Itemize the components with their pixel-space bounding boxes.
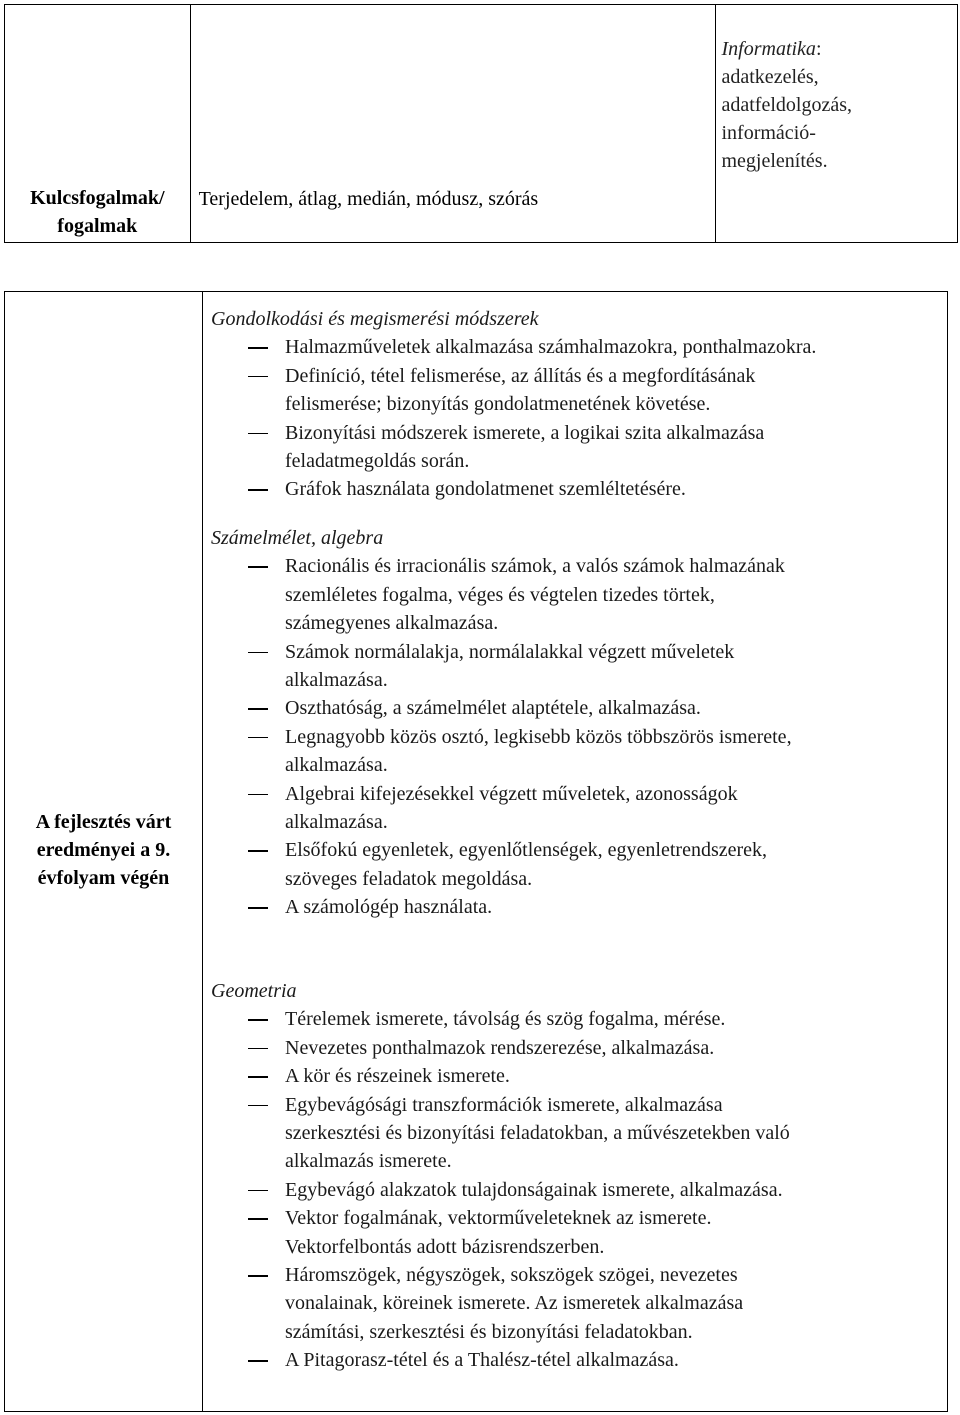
expected-outcomes-label-line: évfolyam végén xyxy=(37,867,170,889)
dash-bullet-icon xyxy=(248,433,268,435)
cross-curricular-line: megjelenítés. xyxy=(721,150,828,172)
list-item xyxy=(211,419,931,476)
list-item-line: Egybevágósági transzformációk ismerete, alkalmazása xyxy=(285,1093,723,1116)
dash-bullet-icon xyxy=(248,1218,268,1220)
list-item-line: Nevezetes ponthalmazok rendszerezése, alkalmazása. xyxy=(285,1036,715,1059)
list-item-line: Elsőfokú egyenletek, egyenlőtlenségek, egyenletrendszerek, xyxy=(285,839,768,862)
cross-curricular-subject-line xyxy=(722,35,853,63)
list-item xyxy=(211,836,931,893)
key-concepts-label-line: fogalmak xyxy=(57,215,138,237)
list-item-line: Legnagyobb közös osztó, legkisebb közös többszörös ismerete, xyxy=(285,725,792,748)
list-item-line: Térelemek ismerete, távolság és szög fogalma, mérése. xyxy=(285,1008,726,1031)
key-concepts-content-cell xyxy=(191,5,716,242)
list-item xyxy=(211,1034,931,1062)
list-item-line: Vektor fogalmának, vektorműveleteknek az ismerete. xyxy=(285,1207,712,1230)
cross-curricular-line: adatfeldolgozás, xyxy=(721,94,852,116)
dash-bullet-icon xyxy=(248,794,268,796)
list-item-line: Számok normálalakja, normálalakkal végzett műveletek xyxy=(285,640,735,663)
list-item xyxy=(211,780,931,837)
expected-outcomes-label-line: eredményei a 9. xyxy=(36,839,171,861)
dash-bullet-icon xyxy=(248,652,268,654)
dash-bullet-icon xyxy=(248,708,268,710)
list-item-line: Gráfok használata gondolatmenet szemléltetésére. xyxy=(285,478,686,501)
list-item xyxy=(211,475,931,503)
dash-bullet-icon xyxy=(248,1048,268,1050)
list-item-line: alkalmazása. xyxy=(285,811,388,834)
section-title: Geometria xyxy=(211,980,297,1002)
subject-name: Informatika xyxy=(721,38,816,60)
list-item-line: Háromszögek, négyszögek, sokszögek szögei, nevezetes xyxy=(285,1264,738,1287)
section-title: Számelmélet, algebra xyxy=(211,527,384,549)
section-thinking-methods xyxy=(211,305,931,504)
list-item xyxy=(211,1005,931,1033)
list-item-line: A Pitagorasz-tétel és a Thalész-tétel alkalmazása. xyxy=(285,1349,679,1372)
list-item xyxy=(211,1091,931,1176)
cross-curricular-line: adatkezelés, xyxy=(721,66,819,88)
dash-bullet-icon xyxy=(248,347,268,349)
list-item xyxy=(211,1204,931,1261)
subject-colon: : xyxy=(815,38,822,60)
list-item-line: alkalmazás ismerete. xyxy=(285,1150,452,1173)
list-item-line: A számológép használata. xyxy=(285,896,493,919)
list-item-line: felismerése; bizonyítás gondolatmenetének követése. xyxy=(285,393,711,416)
dash-bullet-icon xyxy=(248,907,268,909)
list-item xyxy=(211,723,931,780)
list-item-line: Vektorfelbontás adott bázisrendszerben. xyxy=(285,1235,605,1258)
dash-bullet-icon xyxy=(248,737,268,739)
list-item xyxy=(211,1346,931,1374)
dash-bullet-icon xyxy=(248,1190,268,1192)
list-item-line: Bizonyítási módszerek ismerete, a logikai szita alkalmazása xyxy=(285,421,765,444)
section-number-theory-algebra xyxy=(211,524,931,922)
list-item xyxy=(211,1062,931,1090)
list-item-line: alkalmazása. xyxy=(285,754,388,777)
dash-bullet-icon xyxy=(248,376,268,378)
list-item-line: Egybevágó alakzatok tulajdonságainak ismerete, alkalmazása. xyxy=(285,1178,783,1201)
dash-bullet-icon xyxy=(248,1105,268,1107)
section-list xyxy=(211,552,931,921)
list-item-line: számegyenes alkalmazása. xyxy=(285,612,499,635)
dash-bullet-icon xyxy=(248,1360,268,1362)
expected-outcomes-content-cell xyxy=(203,292,947,1411)
cross-curricular-text xyxy=(722,35,853,175)
section-list xyxy=(211,1005,931,1374)
expected-outcomes-label xyxy=(5,808,202,892)
section-geometry xyxy=(211,977,931,1375)
list-item xyxy=(211,694,931,722)
list-item-line: Oszthatóság, a számelmélet alaptétele, alkalmazása. xyxy=(285,697,701,720)
section-list xyxy=(211,333,931,503)
list-item xyxy=(211,362,931,419)
list-item xyxy=(211,1176,931,1204)
dash-bullet-icon xyxy=(248,489,268,491)
list-item-line: Halmazműveletek alkalmazása számhalmazokra, ponthalmazokra. xyxy=(285,336,817,359)
dash-bullet-icon xyxy=(248,1076,268,1078)
list-item-line: feladatmegoldás során. xyxy=(285,450,470,473)
expected-outcomes-table xyxy=(4,291,948,1412)
list-item xyxy=(211,333,931,361)
list-item-line: Racionális és irracionális számok, a valós számok halmazának xyxy=(285,555,785,578)
list-item-line: Algebrai kifejezésekkel végzett műveletek, azonosságok xyxy=(285,782,738,805)
section-title: Gondolkodási és megismerési módszerek xyxy=(211,308,539,330)
cross-curricular-cell xyxy=(716,5,957,242)
list-item-line: szöveges feladatok megoldása. xyxy=(285,867,533,890)
list-item xyxy=(211,893,931,921)
dash-bullet-icon xyxy=(248,1019,268,1021)
key-concepts-label-line: Kulcsfogalmak/ xyxy=(30,187,165,209)
list-item xyxy=(211,638,931,695)
list-item-line: alkalmazása. xyxy=(285,669,388,692)
list-item-line: A kör és részeinek ismerete. xyxy=(285,1065,510,1088)
key-concepts-label xyxy=(5,184,190,240)
list-item-line: vonalainak, köreinek ismerete. Az ismeretek alkalmazása xyxy=(285,1292,744,1315)
list-item-line: szerkesztési és bizonyítási feladatokban, a művészetekben való xyxy=(285,1122,790,1145)
cross-curricular-line: információ- xyxy=(721,122,816,144)
list-item xyxy=(211,1261,931,1346)
key-concepts-table xyxy=(4,4,958,243)
list-item-line: számítási, szerkesztési és bizonyítási feladatokban. xyxy=(285,1320,693,1343)
key-concepts-text: Terjedelem, átlag, medián, módusz, szórás xyxy=(198,188,539,210)
dash-bullet-icon xyxy=(248,850,268,852)
dash-bullet-icon xyxy=(248,1275,268,1277)
list-item-line: Definíció, tétel felismerése, az állítás és a megfordításának xyxy=(285,364,756,387)
expected-outcomes-label-line: A fejlesztés várt xyxy=(35,811,172,833)
expected-outcomes-label-cell xyxy=(5,292,203,1411)
list-item-line: szemléletes fogalma, véges és végtelen tizedes törtek, xyxy=(285,583,715,606)
list-item xyxy=(211,552,931,637)
dash-bullet-icon xyxy=(248,566,268,568)
key-concepts-label-cell xyxy=(5,5,191,242)
